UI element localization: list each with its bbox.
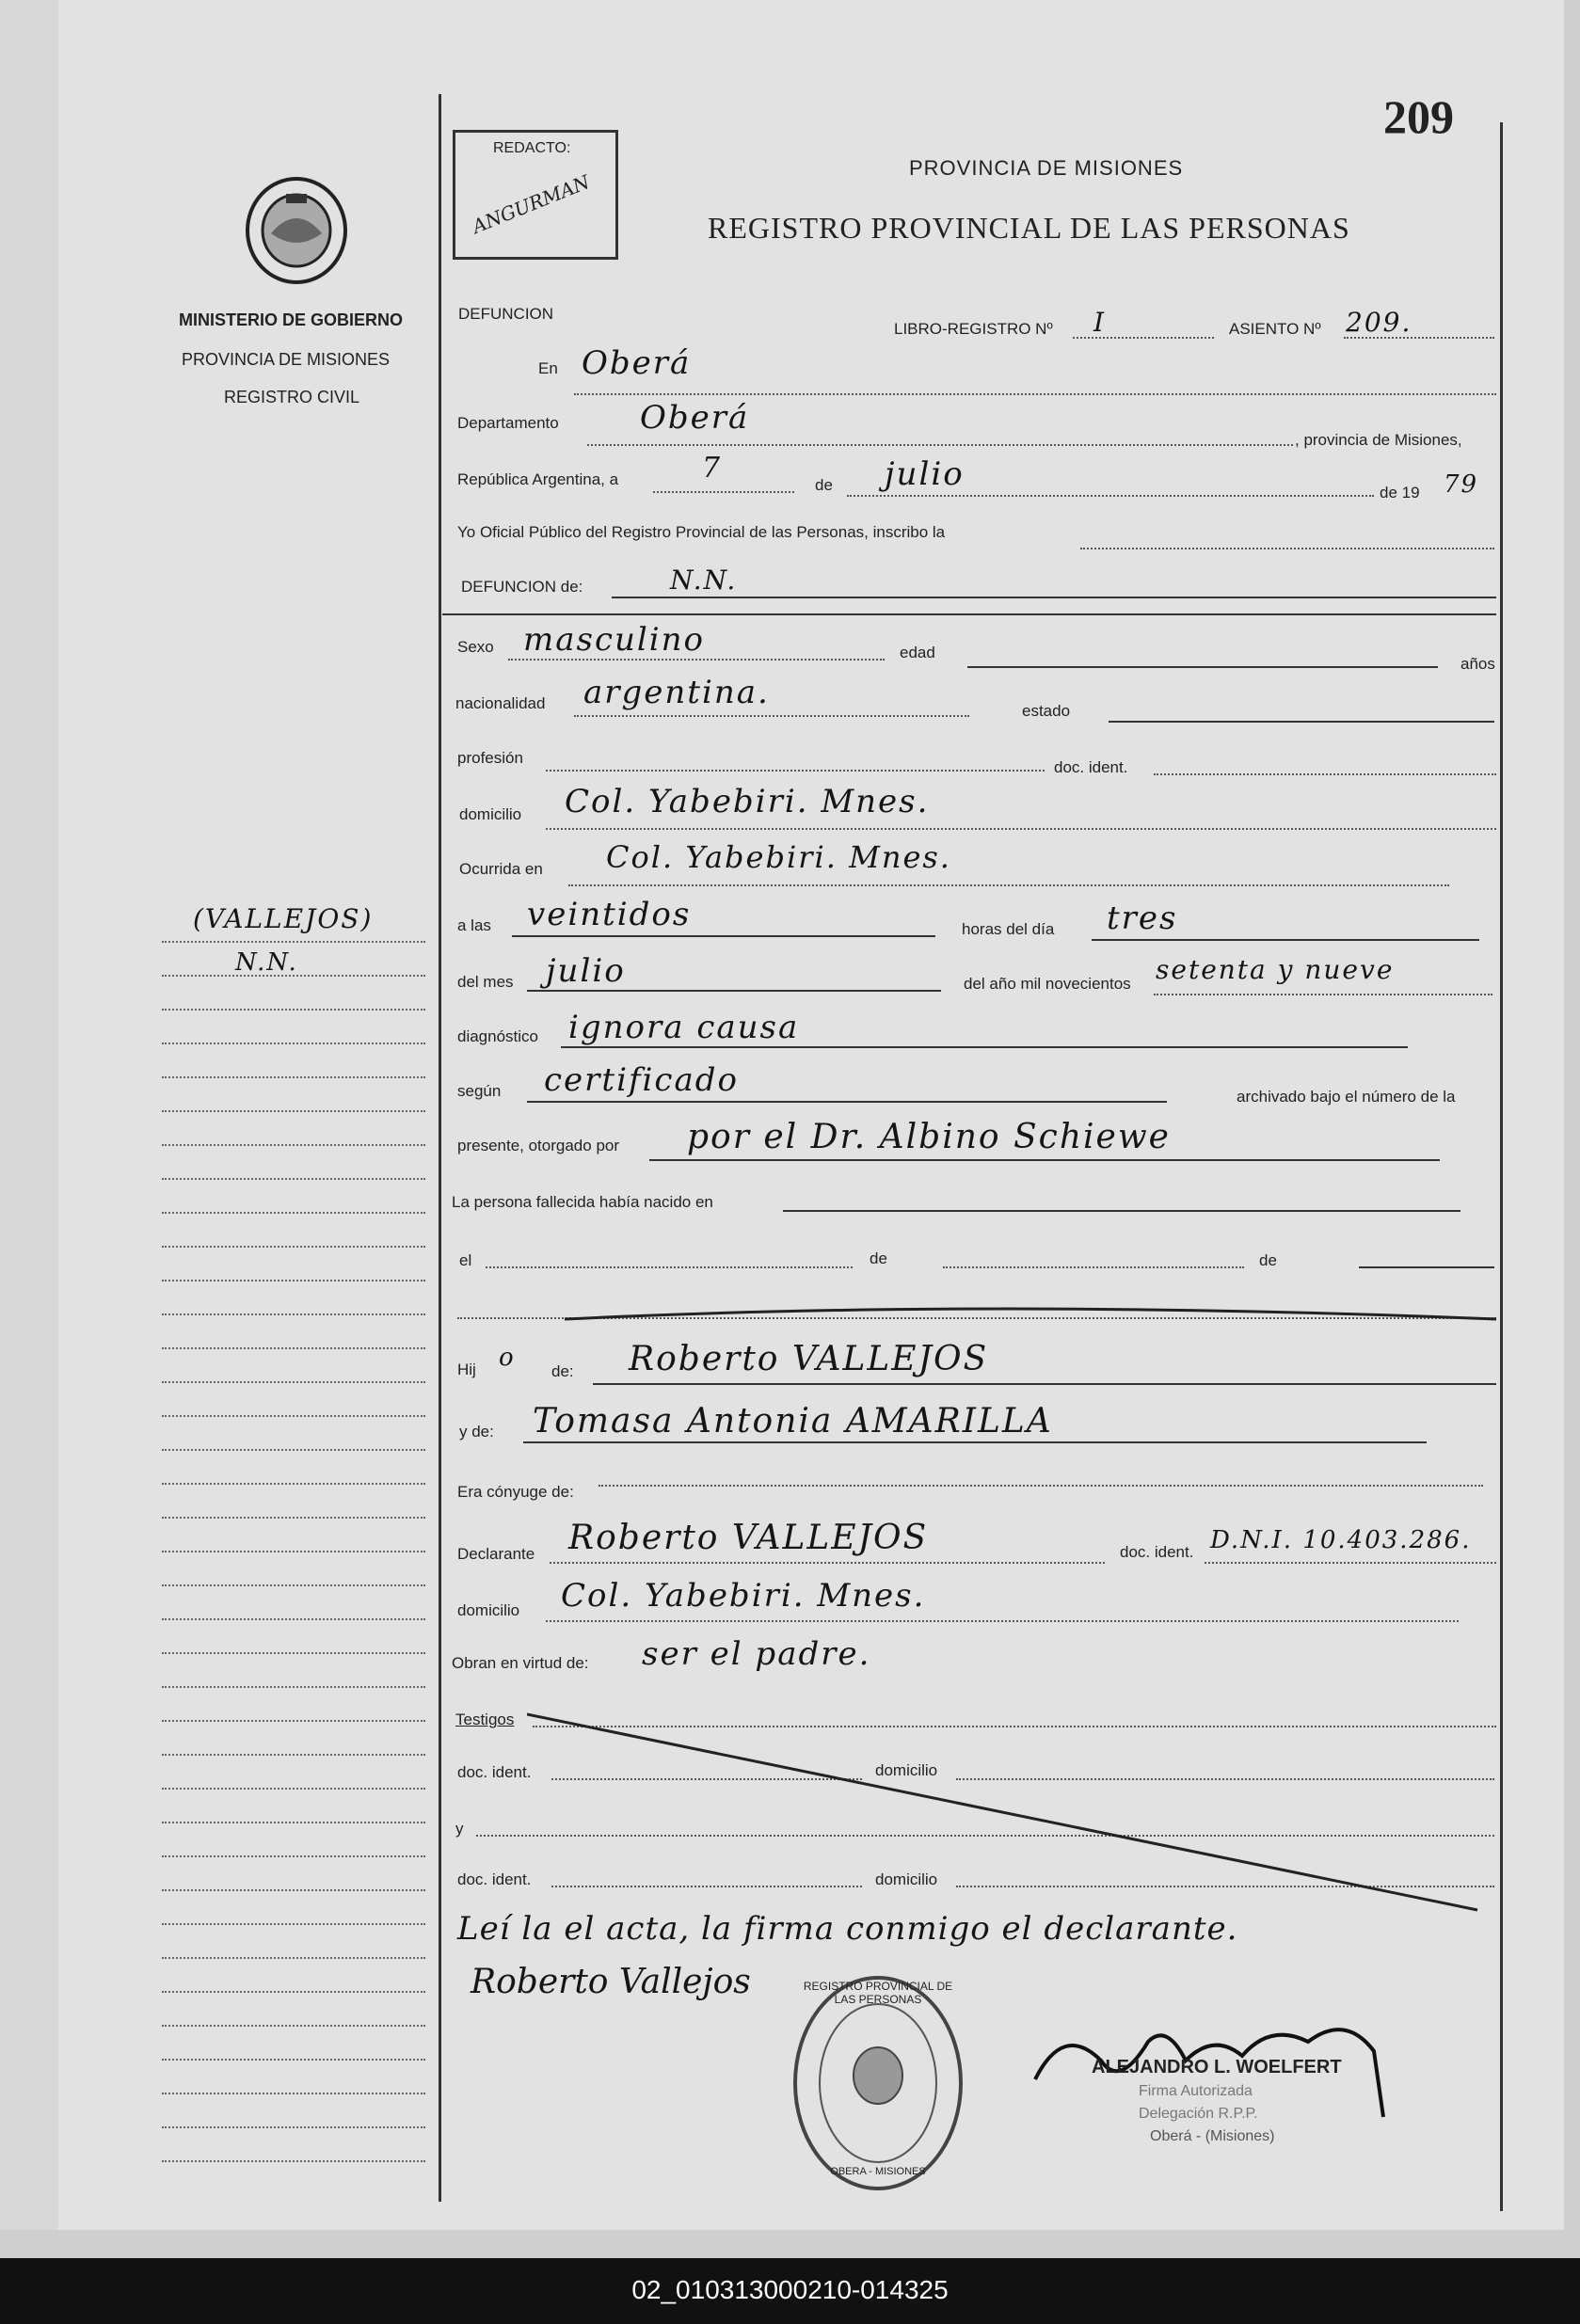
mother-line (523, 1441, 1427, 1443)
conyuge-line (598, 1485, 1483, 1487)
de-label: de (815, 476, 833, 494)
anio-line (1154, 994, 1492, 995)
anio-value: setenta y nueve (1156, 954, 1395, 985)
closing-text: Leí la el acta, la firma conmigo el declarante. (457, 1910, 1238, 1948)
declarante-line (550, 1562, 1105, 1564)
a-las-value: veintidos (527, 896, 692, 933)
margin-rule (162, 941, 425, 943)
diagnostico-line (561, 1046, 1408, 1048)
nacionalidad-value: argentina. (583, 674, 770, 711)
departamento-value: Oberá (640, 399, 750, 437)
left-page-edge (0, 0, 60, 2230)
testigo1-dom-label: domicilio (875, 1761, 938, 1779)
testigo2-doc-label: doc. ident. (457, 1870, 532, 1888)
decl-domicilio-line (546, 1620, 1459, 1622)
margin-rule (162, 2059, 425, 2061)
presente-label: presente, otorgado por (457, 1137, 620, 1154)
margin-rule (162, 1280, 425, 1281)
margin-rule (162, 1855, 425, 1857)
margin-rule (162, 1212, 425, 1214)
mother-value: Tomasa Antonia AMARILLA (533, 1402, 1053, 1441)
declarant-signature: Roberto Vallejos (471, 1963, 751, 2001)
margin-rule (162, 1889, 425, 1891)
decl-domicilio-label: domicilio (457, 1601, 520, 1619)
sexo-label: Sexo (457, 638, 494, 656)
horas-line (1092, 939, 1479, 941)
margin-rule (162, 1313, 425, 1315)
a-las-label: a las (457, 916, 491, 934)
a-las-line (512, 935, 935, 937)
departamento-label: Departamento (457, 414, 559, 432)
father-value: Roberto VALLEJOS (629, 1340, 989, 1378)
archivado-label: archivado bajo el número de la (1237, 1088, 1456, 1106)
y-label: y (455, 1820, 464, 1838)
official-place: Delegación R.P.P. (1139, 2106, 1258, 2122)
day-value: 7 (702, 452, 723, 485)
margin-rule (162, 1144, 425, 1146)
margin-rule (162, 1043, 425, 1044)
ocurrida-label: Ocurrida en (459, 860, 543, 878)
margin-rule (162, 1584, 425, 1586)
official-title: Firma Autorizada (1139, 2083, 1253, 2099)
del-mes-value: julio (546, 952, 626, 990)
departamento-line (587, 444, 1293, 446)
defuncion-title: DEFUNCION (458, 305, 554, 323)
margin-rule (162, 1517, 425, 1519)
margin-rule (162, 1246, 425, 1248)
father-line (593, 1383, 1496, 1385)
form-left-border (439, 94, 441, 2202)
doc-ident-label: doc. ident. (1054, 758, 1128, 776)
defuncion-de-label: DEFUNCION de: (461, 578, 583, 596)
domicilio-label: domicilio (459, 805, 522, 823)
margin-rule (162, 2126, 425, 2128)
provincia-suffix: , provincia de Misiones, (1295, 431, 1462, 449)
provincial-seal (243, 175, 350, 286)
registry-title: REGISTRO PROVINCIAL DE LAS PERSONAS (708, 211, 1350, 245)
nacionalidad-line (574, 715, 969, 717)
deceased-value: N.N. (670, 565, 738, 596)
redacto-value: ANGURMAN (469, 170, 593, 238)
conyuge-label: Era cónyuge de: (457, 1483, 574, 1501)
del-mes-label: del mes (457, 973, 514, 991)
de-label-2: de (870, 1250, 887, 1267)
deceased-rule (442, 613, 1496, 615)
margin-rule (162, 1720, 425, 1722)
stamp-bottom: OBERA - MISIONES (830, 2166, 926, 2177)
segun-label: según (457, 1082, 502, 1100)
anos-label: años (1460, 655, 1495, 673)
year-value: 79 (1444, 470, 1479, 499)
y-de-label: y de: (459, 1423, 494, 1441)
decl-domicilio-value: Col. Yabebiri. Mnes. (561, 1577, 926, 1615)
horas-label: horas del día (962, 920, 1055, 938)
testigos-strike (527, 1709, 1487, 1916)
nacionalidad-label: nacionalidad (455, 694, 546, 712)
strike-line (565, 1298, 1496, 1327)
hijo-label: Hij (457, 1361, 476, 1378)
edad-line (967, 666, 1438, 668)
doc-ident-line (1154, 773, 1496, 775)
margin-rule (162, 1009, 425, 1011)
margin-rule (162, 1415, 425, 1417)
margin-rule (162, 1686, 425, 1688)
margin-rule (162, 1652, 425, 1654)
de-line-3 (1359, 1266, 1494, 1268)
segun-value: certificado (544, 1061, 739, 1099)
margin-rule (162, 1822, 425, 1823)
margin-rule (162, 1381, 425, 1383)
day-line (653, 491, 794, 493)
decl-doc-value: D.N.I. 10.403.286. (1210, 1526, 1472, 1554)
declarante-label: Declarante (457, 1545, 535, 1563)
margin-rule (162, 1110, 425, 1112)
de-line-2 (943, 1266, 1244, 1268)
province-heading: PROVINCIA DE MISIONES (909, 156, 1184, 180)
official-stamp (789, 1972, 967, 2194)
profesion-line (546, 770, 1045, 772)
oficial-text: Yo Oficial Público del Registro Provincial de las Personas, inscribo la (457, 523, 946, 541)
en-value: Oberá (582, 344, 692, 382)
horas-value: tres (1107, 899, 1178, 937)
nacido-line (783, 1210, 1460, 1212)
margin-note-surname: (VALLEJOS) (193, 903, 374, 934)
ocurrida-line (568, 884, 1449, 886)
obran-value: ser el padre. (642, 1635, 871, 1673)
edad-label: edad (900, 644, 935, 661)
de-label-3: de (1259, 1251, 1277, 1269)
republica-label: República Argentina, a (457, 470, 619, 488)
libro-label: LIBRO-REGISTRO Nº (894, 320, 1053, 338)
margin-rule (162, 1923, 425, 1925)
ministry-line2: PROVINCIA DE MISIONES (182, 350, 391, 369)
month-value: julio (885, 455, 965, 493)
official-name: ALEJANDRO L. WOELFERT (1092, 2057, 1342, 2077)
margin-rule (162, 1347, 425, 1349)
margin-rule (162, 2093, 425, 2094)
image-code: 02_010313000210-014325 (631, 2275, 949, 2304)
form-right-border (1500, 122, 1503, 2211)
margin-rule (162, 1991, 425, 1993)
segun-line (527, 1101, 1167, 1103)
diagnostico-value: ignora causa (568, 1009, 800, 1046)
testigo2-dom-label: domicilio (875, 1870, 938, 1888)
sexo-value: masculino (523, 621, 706, 659)
margin-rule (162, 1483, 425, 1485)
sexo-line (508, 659, 885, 661)
ministry-line3: REGISTRO CIVIL (224, 388, 360, 406)
ocurrida-value: Col. Yabebiri. Mnes. (606, 839, 951, 875)
margin-rule (162, 1076, 425, 1078)
deceased-line (612, 597, 1496, 598)
libro-value: I (1093, 307, 1107, 338)
el-label: el (459, 1251, 472, 1269)
margin-rule (162, 1449, 425, 1451)
margin-rule (162, 1178, 425, 1180)
margin-note-nn: N.N. (235, 948, 298, 977)
de19-label: de 19 (1380, 484, 1420, 501)
estado-label: estado (1022, 702, 1071, 720)
asiento-label: ASIENTO Nº (1229, 320, 1321, 338)
profesion-label: profesión (457, 749, 523, 767)
margin-rule (162, 2025, 425, 2027)
en-label: En (538, 359, 558, 377)
hijo-suffix: o (499, 1344, 516, 1372)
el-line (486, 1266, 853, 1268)
asiento-value: 209. (1346, 307, 1412, 338)
nacido-label: La persona fallecida había nacido en (452, 1193, 713, 1211)
margin-rule (162, 1618, 425, 1620)
margin-rule (162, 1551, 425, 1552)
margin-rule (162, 1788, 425, 1790)
margin-rule (162, 1754, 425, 1756)
hijo-de-label: de: (551, 1362, 574, 1380)
domicilio-line (546, 828, 1496, 830)
margin-rule (162, 2160, 425, 2162)
redacto-label: REDACTO: (493, 140, 571, 156)
en-line (574, 393, 1496, 395)
del-mes-line (527, 990, 941, 992)
decl-doc-label: doc. ident. (1120, 1543, 1194, 1561)
redacto-box (453, 130, 618, 260)
domicilio-value: Col. Yabebiri. Mnes. (565, 783, 930, 820)
obran-label: Obran en virtud de: (452, 1654, 589, 1672)
presente-value: por el Dr. Albino Schiewe (687, 1118, 1171, 1156)
estado-line (1109, 721, 1494, 723)
declarante-value: Roberto VALLEJOS (568, 1519, 929, 1557)
stamp-text: REGISTRO PROVINCIAL DE LAS PERSONAS (803, 1980, 953, 2006)
official-city: Oberá - (Misiones) (1150, 2128, 1275, 2144)
anio-label: del año mil novecientos (964, 975, 1131, 993)
testigo1-doc-label: doc. ident. (457, 1763, 532, 1781)
presente-line (649, 1159, 1440, 1161)
testigos-label: Testigos (455, 1711, 515, 1728)
ministry-line1: MINISTERIO DE GOBIERNO (179, 310, 404, 329)
month-line (847, 495, 1374, 497)
margin-rule (162, 1957, 425, 1959)
page-number: 209 (1383, 90, 1454, 143)
oficial-line (1080, 548, 1494, 549)
decl-doc-line (1205, 1562, 1496, 1564)
diagnostico-label: diagnóstico (457, 1027, 539, 1045)
